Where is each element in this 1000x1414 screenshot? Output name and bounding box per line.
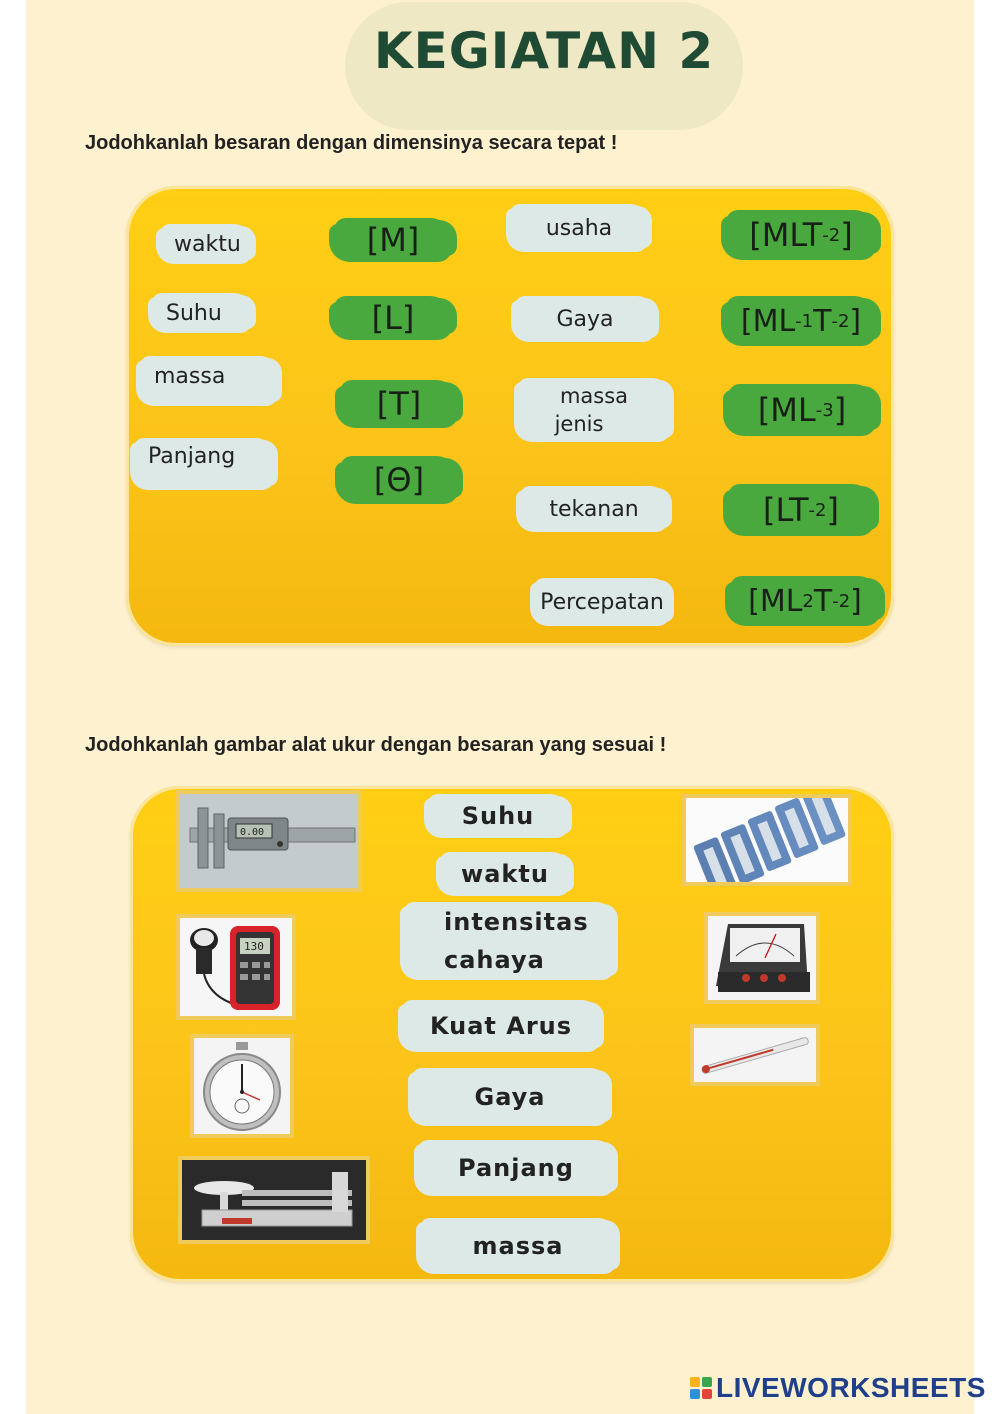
- quantity-chip[interactable]: Suhu: [428, 794, 568, 838]
- spring-scales-image[interactable]: [682, 794, 852, 886]
- quantity-chip[interactable]: Suhu: [152, 293, 252, 333]
- page-title: KEGIATAN 2: [373, 22, 715, 80]
- balance-scale-image[interactable]: [178, 1156, 370, 1244]
- dimension-chip[interactable]: [728, 384, 876, 436]
- svg-text:0.00: 0.00: [240, 827, 265, 838]
- dimension-base: T: [813, 303, 832, 339]
- quantity-chip[interactable]: waktu: [160, 224, 252, 264]
- dimension-exponent: -3: [815, 399, 834, 421]
- dimension-base: [ML: [740, 303, 796, 339]
- ammeter-icon: [708, 916, 816, 1000]
- instruction-2: Jodohkanlah gambar alat ukur dengan besaran yang sesuai !: [85, 734, 667, 756]
- dimension-chip[interactable]: [730, 576, 880, 626]
- dimension-exponent: -2: [832, 590, 851, 612]
- dimension-base: [ML: [757, 391, 816, 429]
- dimension-exponent: -1: [795, 310, 814, 332]
- stopwatch-image[interactable]: [190, 1034, 294, 1138]
- dimension-close: ]: [849, 303, 862, 339]
- stopwatch-icon: [194, 1038, 290, 1134]
- quantity-chip[interactable]: Gaya: [515, 296, 655, 342]
- logo-text: LIVEWORKSHEETS: [716, 1372, 986, 1403]
- liveworksheets-logo: [690, 1372, 986, 1404]
- thermometer-image[interactable]: [690, 1024, 820, 1086]
- quantity-chip[interactable]: tekanan: [520, 486, 668, 532]
- quantity-chip[interactable]: Gaya: [412, 1068, 608, 1126]
- dimension-chip[interactable]: [L]: [334, 296, 452, 340]
- quantity-chip[interactable]: usaha: [510, 204, 648, 252]
- quantity-chip-two-line[interactable]: [518, 378, 670, 442]
- lux-meter-image[interactable]: [176, 914, 296, 1020]
- dimension-chip[interactable]: [726, 296, 876, 346]
- dimension-close: ]: [850, 583, 862, 619]
- dimension-base: T: [813, 583, 833, 619]
- quantity-line-2: cahaya: [444, 946, 545, 974]
- quantity-line-2: jenis: [554, 412, 604, 436]
- liveworksheets-logo-icon: [690, 1377, 712, 1399]
- quantity-chip[interactable]: Panjang: [418, 1140, 614, 1196]
- dimension-base: [ML: [748, 583, 803, 619]
- quantity-chip[interactable]: Kuat Arus: [402, 1000, 600, 1052]
- dimension-exponent: -2: [822, 224, 841, 246]
- dimension-close: ]: [826, 491, 839, 529]
- quantity-line-1: intensitas: [444, 908, 589, 936]
- dimension-exponent: 2: [802, 590, 814, 612]
- quantity-chip[interactable]: Panjang: [134, 438, 274, 490]
- dimension-exponent: -2: [831, 310, 850, 332]
- dimension-chip[interactable]: [728, 484, 874, 536]
- dimension-close: ]: [833, 391, 847, 429]
- balance-scale-icon: [182, 1160, 366, 1240]
- ammeter-image[interactable]: [704, 912, 820, 1004]
- quantity-chip[interactable]: waktu: [440, 852, 570, 896]
- dimension-base: [MLT: [749, 216, 823, 254]
- instruction-1: Jodohkanlah besaran dengan dimensinya secara tepat !: [85, 132, 618, 154]
- dimension-close: ]: [840, 216, 853, 254]
- dimension-chip[interactable]: [M]: [334, 218, 452, 262]
- quantity-line-1: massa: [559, 384, 629, 408]
- quantity-chip[interactable]: massa: [140, 356, 278, 406]
- thermometer-icon: [694, 1028, 816, 1082]
- vernier-caliper-image[interactable]: [176, 790, 362, 892]
- dimension-chip[interactable]: [T]: [340, 380, 458, 428]
- spring-scales-icon: [686, 798, 848, 882]
- dimension-chip[interactable]: [726, 210, 876, 260]
- dimension-chip[interactable]: [Θ]: [340, 456, 458, 504]
- vernier-caliper-icon: [180, 794, 358, 888]
- quantity-chip[interactable]: massa: [420, 1218, 616, 1274]
- quantity-chip[interactable]: Percepatan: [534, 578, 670, 626]
- lux-meter-icon: [180, 918, 292, 1016]
- lux-display-value: 130: [244, 940, 264, 953]
- quantity-chip-two-line[interactable]: [404, 902, 614, 980]
- dimension-exponent: -2: [808, 499, 827, 521]
- dimension-base: [LT: [763, 491, 809, 529]
